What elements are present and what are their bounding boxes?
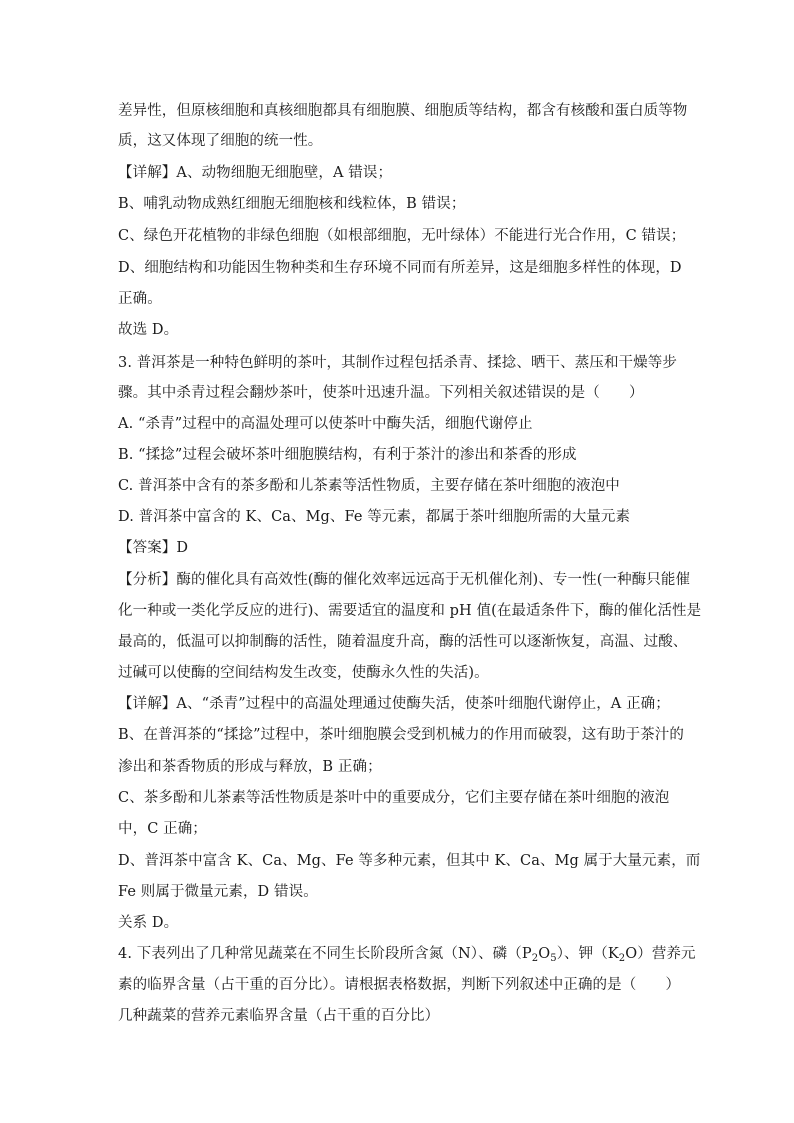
question-4-stem-line-1: 4. 下表列出了几种常见蔬菜在不同生长阶段所含氮（N）、磷$(P_2O_5)$、钾$(K_2O)$营养元 <box>118 946 696 964</box>
detail-text: B、在普洱茶的“揉捻”过程中，茶叶细胞膜会受到机械力的作用而破裂，这有助于茶汁的 <box>118 727 684 743</box>
option-d: D. 普洱茶中富含的 K、Ca、Mg、Fe 等元素，都属于茶叶细胞所需的大量元素 <box>118 509 631 525</box>
answer-label: 【答案】D <box>118 540 189 556</box>
question-3-stem: 骤。其中杀青过程会翻炒茶叶，使茶叶迅速升温。下列相关叙述错误的是（ ） <box>118 385 644 401</box>
detail-text: D、普洱茶中富含 K、Ca、Mg、Fe 等多种元素，但其中 K、Ca、Mg 属于大量元素，而 <box>118 853 701 869</box>
analysis-text: 差异性，但原核细胞和真核细胞都具有细胞膜、细胞质等结构，都含有核酸和蛋白质等物 <box>118 103 688 119</box>
analysis-text: 【分析】酶的催化具有高效性(酶的催化效率远远高于无机催化剂)、专一性(一种酶只能催 <box>118 572 691 588</box>
answer-conclusion: 故选 D。 <box>118 322 179 338</box>
detail-text: Fe 则属于微量元素，D 错误。 <box>118 884 318 900</box>
answer-conclusion: 关系 D。 <box>118 915 179 931</box>
detail-text: B、哺乳动物成熟红细胞无细胞核和线粒体，B 错误； <box>118 196 466 212</box>
detail-text: 渗出和茶香物质的形成与释放，B 正确； <box>118 759 382 775</box>
detail-text: C、绿色开花植物的非绿色细胞（如根部细胞，无叶绿体）不能进行光合作用，C 错误； <box>118 228 686 244</box>
analysis-text: 最高的，低温可以抑制酶的活性，随着温度升高，酶的活性可以逐渐恢复，高温、过酸、 <box>118 634 688 650</box>
option-a: A. “杀青”过程中的高温处理可以使茶叶中酶失活，细胞代谢停止 <box>118 416 533 432</box>
detail-text: C、茶多酚和儿茶素等活性物质是茶叶中的重要成分，它们主要存储在茶叶细胞的液泡 <box>118 790 670 806</box>
analysis-text: 化一种或一类化学反应的进行)、需要适宜的温度和 pH 值(在最适条件下，酶的催化活性是 <box>118 603 702 619</box>
detail-text: D、细胞结构和功能因生物种类和生存环境不同而有所差异，这是细胞多样性的体现，D <box>118 260 682 276</box>
table-caption: 几种蔬菜的营养元素临界含量（占干重的百分比） <box>118 1008 440 1024</box>
option-b: B. “揉捻”过程会破坏茶叶细胞膜结构，有利于茶汁的渗出和茶香的形成 <box>118 447 577 463</box>
question-3-stem: 3. 普洱茶是一种特色鲜明的茶叶，其制作过程包括杀青、揉捻、晒干、蒸压和干燥等步 <box>118 355 677 371</box>
detail-text: 正确。 <box>118 291 162 307</box>
detail-text: 【详解】A、“杀青”过程中的高温处理通过使酶失活，使茶叶细胞代谢停止，A 正确； <box>118 696 670 712</box>
analysis-text: 过碱可以使酶的空间结构发生改变，使酶永久性的失活)。 <box>118 665 489 681</box>
detail-text: 中，C 正确； <box>118 821 207 837</box>
question-4-stem-line-2: 素的临界含量（占干重的百分比）。请根据表格数据，判断下列叙述中正确的是（ ） <box>118 977 681 993</box>
analysis-text: 质，这又体现了细胞的统一性。 <box>118 133 323 149</box>
option-c: C. 普洱茶中含有的茶多酚和儿茶素等活性物质，主要存储在茶叶细胞的液泡中 <box>118 478 620 494</box>
detail-text: 【详解】A、动物细胞无细胞壁，A 错误； <box>118 165 393 181</box>
